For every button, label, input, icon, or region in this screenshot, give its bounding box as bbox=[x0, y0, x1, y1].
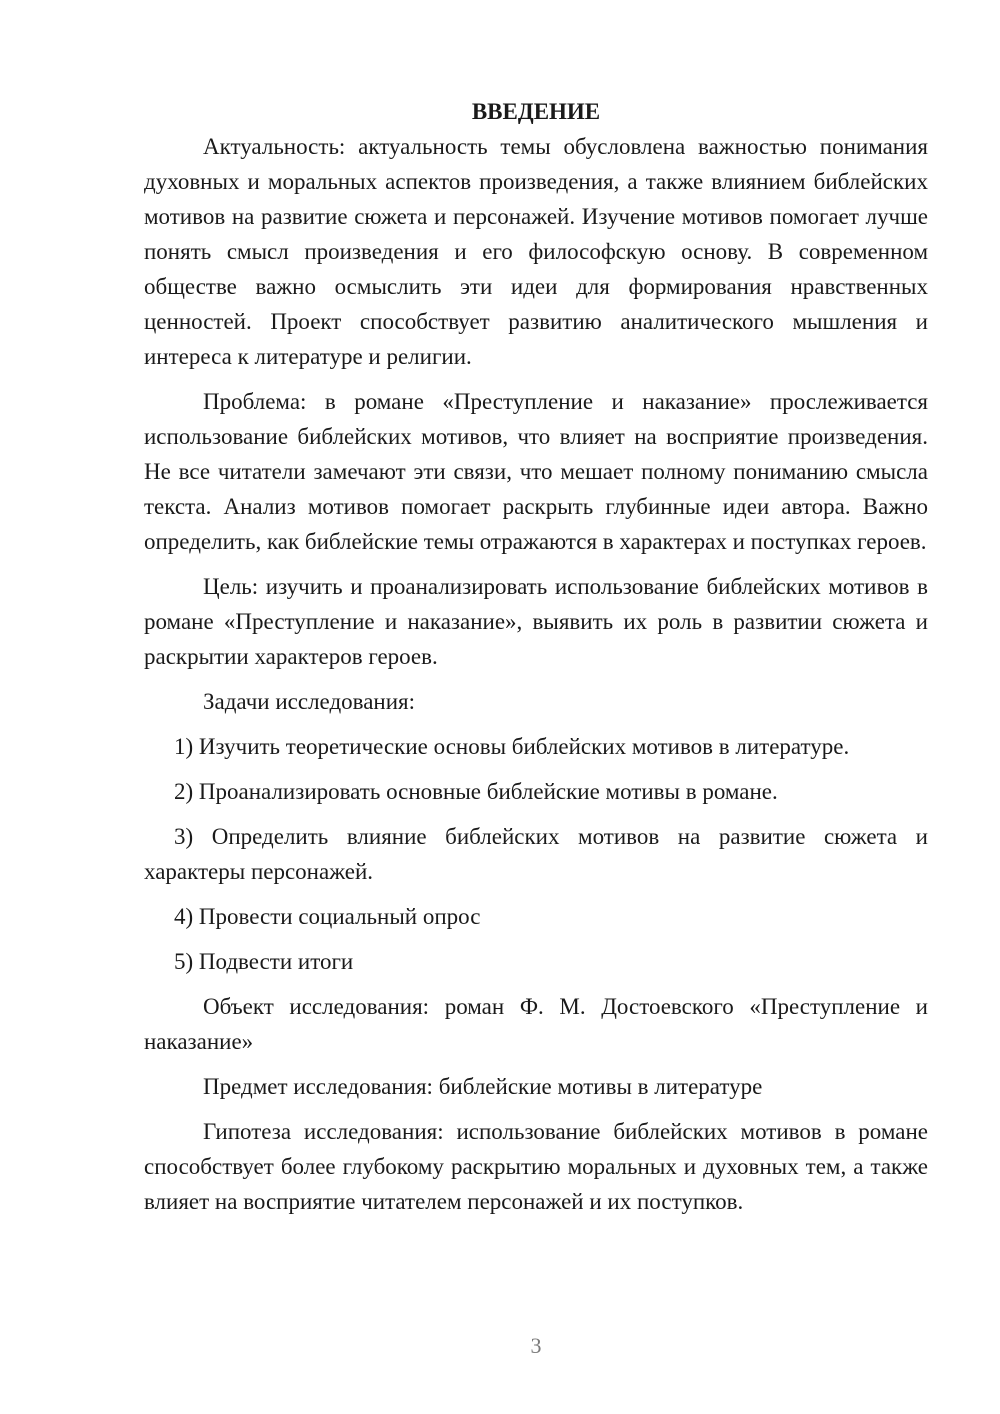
goal-paragraph: Цель: изучить и проанализировать использование библейских мотивов в романе «Преступление и наказание», выявить их роль в развитии сюжета и раскрытии характеров героев. bbox=[144, 574, 928, 669]
page-content bbox=[144, 94, 928, 1219]
subject-paragraph: Предмет исследования: библейские мотивы в литературе bbox=[203, 1074, 763, 1099]
tasks-heading: Задачи исследования: bbox=[203, 689, 416, 714]
task-item: 5) Подвести итоги bbox=[174, 949, 354, 974]
problem-paragraph: Проблема: в романе «Преступление и наказание» прослеживается использование библейских мотивов, что влияет на восприятие произведения. Не все читатели замечают эти связи, что мешает полному пониманию смысла текста. Анализ мотивов помогает раскрыть глубинные идеи автора. Важно определить, как библейские темы отражаются в характерах и поступках героев. bbox=[144, 389, 928, 554]
section-title: ВВЕДЕНИЕ bbox=[471, 99, 601, 124]
task-item: 3) Определить влияние библейских мотивов на развитие сюжета и характеры персонажей. bbox=[144, 824, 928, 884]
task-item: 1) Изучить теоретические основы библейских мотивов в литературе. bbox=[174, 734, 850, 759]
hypothesis-paragraph: Гипотеза исследования: использование библейских мотивов в романе способствует более глубокому раскрытию моральных и духовных тем, а также влияет на восприятие читателем персонажей и их поступков. bbox=[144, 1119, 928, 1214]
object-paragraph: Объект исследования: роман Ф. М. Достоевского «Преступление и наказание» bbox=[144, 994, 928, 1054]
task-item: 4) Провести социальный опрос bbox=[174, 904, 481, 929]
relevance-paragraph: Актуальность: актуальность темы обусловлена важностью понимания духовных и моральных аспектов произведения, а также влиянием библейских мотивов на развитие сюжета и персонажей. Изучение мотивов помогает лучше понять смысл произведения и его философскую основу. В современном обществе важно осмыслить эти идеи для формирования нравственных ценностей. Проект способствует развитию аналитического мышления и интереса к литературе и религии. bbox=[144, 134, 928, 369]
page-number: 3 bbox=[530, 1333, 542, 1358]
task-item: 2) Проанализировать основные библейские мотивы в романе. bbox=[174, 779, 778, 804]
tasks-list bbox=[144, 729, 928, 979]
